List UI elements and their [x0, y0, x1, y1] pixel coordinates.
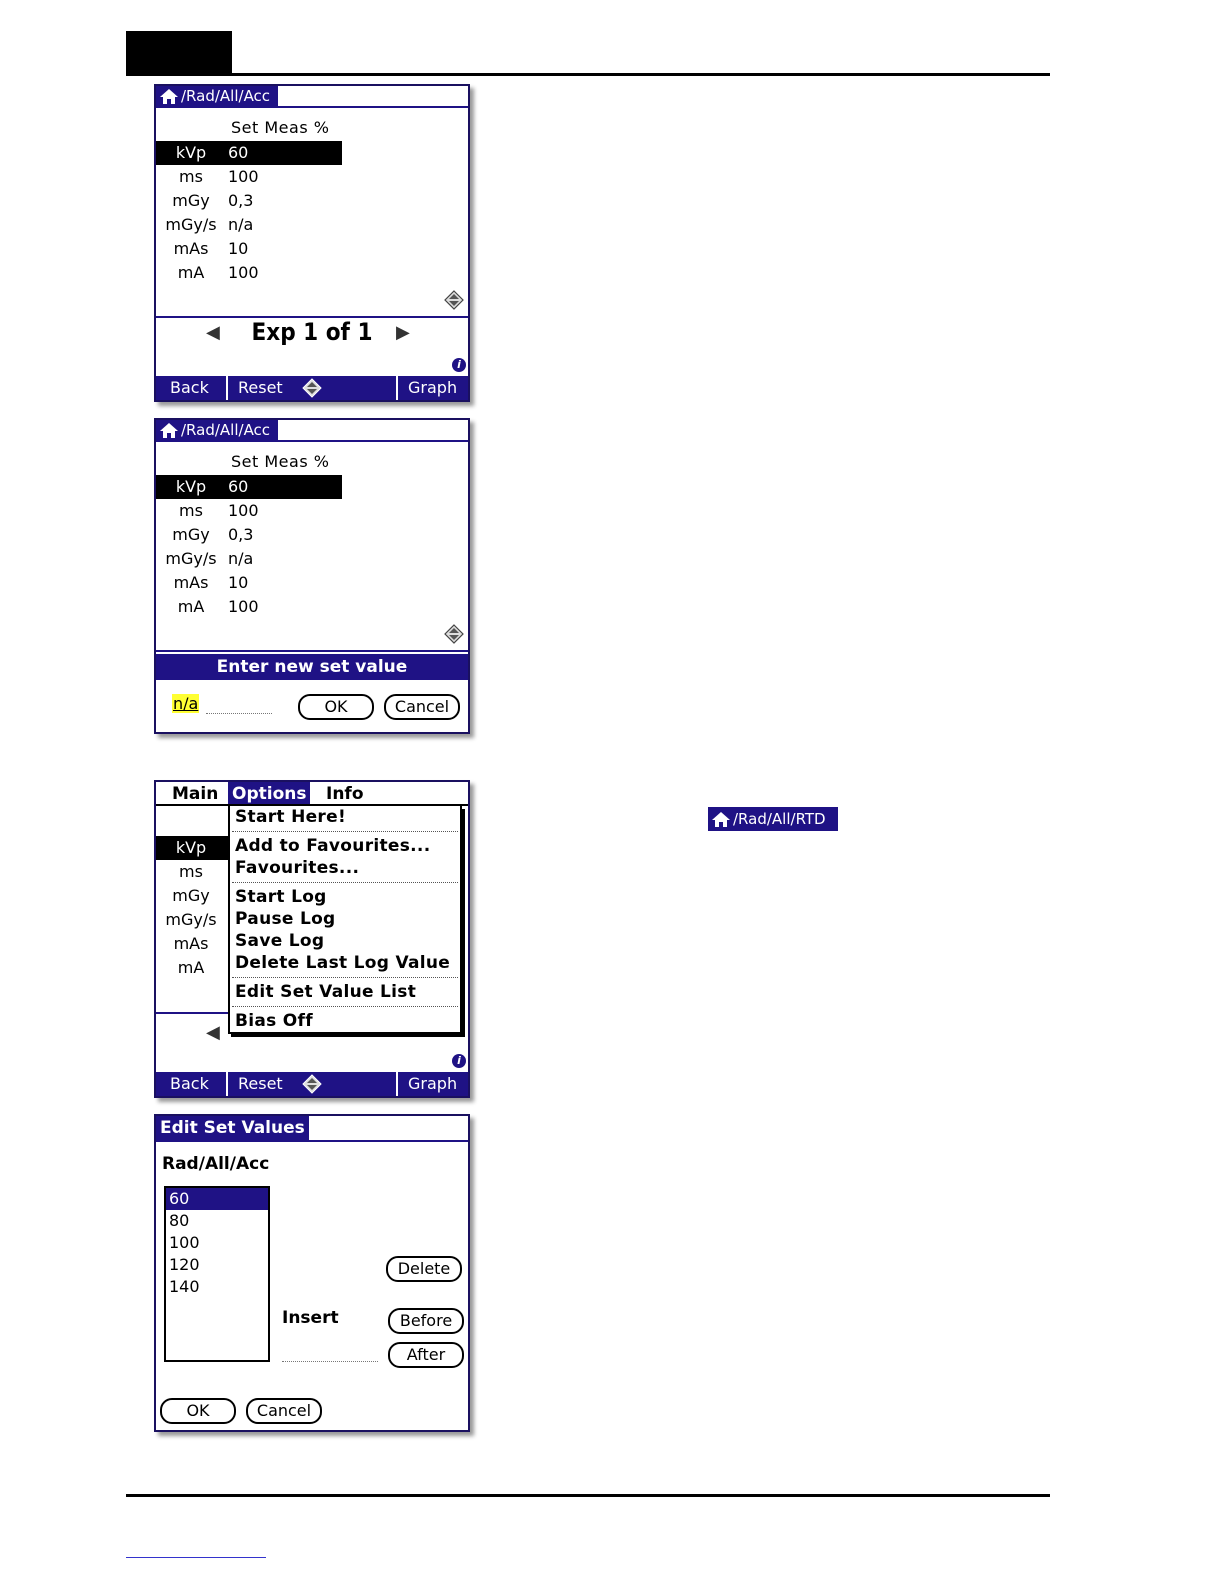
table-row[interactable]: ms	[179, 862, 203, 881]
column-percent: %	[313, 118, 330, 137]
scroll-arrows-icon[interactable]	[302, 1074, 322, 1094]
table-row[interactable]: kVp 60	[156, 141, 342, 165]
previous-exposure-icon[interactable]: ◀	[206, 1022, 220, 1043]
list-item[interactable]: 80	[169, 1211, 190, 1230]
input-underline	[206, 712, 272, 714]
menu-options[interactable]: Options	[228, 782, 310, 806]
insert-after-button[interactable]: After	[388, 1342, 464, 1368]
dialog-title: Edit Set Values	[156, 1116, 309, 1140]
screen-options-menu	[154, 780, 470, 1098]
header-rule	[126, 73, 1050, 76]
path-text: /Rad/All/Acc	[181, 87, 271, 105]
next-exposure-icon[interactable]: ▶	[396, 322, 410, 343]
graph-button[interactable]: Graph	[408, 1074, 458, 1093]
parameter-table	[156, 836, 228, 980]
column-meas: Meas	[264, 452, 309, 471]
ok-button[interactable]: OK	[160, 1398, 236, 1424]
menu-item-save-log[interactable]: Save Log	[235, 931, 325, 951]
bottom-toolbar	[156, 1072, 468, 1096]
path-tab[interactable]	[156, 86, 278, 106]
exposure-counter: Exp 1 of 1	[251, 318, 373, 346]
set-values-list[interactable]	[164, 1186, 270, 1362]
scroll-arrows-icon[interactable]	[444, 290, 464, 310]
menu-item-edit-set-value-list[interactable]: Edit Set Value List	[235, 982, 417, 1002]
insert-value-input[interactable]	[282, 1360, 378, 1362]
path-text: /Rad/All/Acc	[181, 421, 271, 439]
cancel-button[interactable]: Cancel	[384, 694, 460, 720]
title-bar	[156, 86, 468, 108]
table-row[interactable]: kVp	[156, 836, 228, 860]
insert-before-button[interactable]: Before	[388, 1308, 464, 1334]
column-percent: %	[313, 452, 330, 471]
screen-enter-set-value	[154, 418, 470, 734]
menu-info[interactable]: Info	[326, 784, 364, 804]
menu-bar	[156, 782, 468, 806]
table-row[interactable]: kVp 60	[156, 475, 342, 499]
insert-label: Insert	[282, 1308, 339, 1328]
table-row[interactable]: mGy/s	[165, 910, 217, 929]
previous-exposure-icon[interactable]: ◀	[206, 322, 220, 343]
back-button[interactable]: Back	[170, 1074, 209, 1093]
path-tab[interactable]	[156, 420, 278, 440]
parameter-table	[156, 141, 342, 285]
info-icon[interactable]: i	[452, 358, 466, 372]
menu-item-start-log[interactable]: Start Log	[235, 887, 327, 907]
screen-edit-set-values	[154, 1114, 470, 1432]
menu-main[interactable]: Main	[172, 784, 219, 804]
menu-item-pause-log[interactable]: Pause Log	[235, 909, 336, 929]
table-row[interactable]: mGy 0,3	[172, 525, 254, 544]
menu-item-add-to-favourites[interactable]: Add to Favourites...	[235, 836, 431, 856]
table-row[interactable]: mA 100	[177, 597, 259, 616]
table-row[interactable]: mGy	[172, 886, 210, 905]
reset-button[interactable]: Reset	[238, 378, 283, 397]
ok-button[interactable]: OK	[298, 694, 374, 720]
scroll-arrows-icon[interactable]	[302, 378, 322, 398]
table-row[interactable]: mGy 0,3	[172, 191, 254, 210]
column-meas: Meas	[264, 118, 309, 137]
subtitle: Rad/All/Acc	[162, 1154, 270, 1174]
options-dropdown	[228, 806, 462, 1034]
table-row[interactable]: mAs	[173, 934, 209, 953]
scroll-arrows-icon[interactable]	[444, 624, 464, 644]
list-item[interactable]: 120	[169, 1255, 200, 1274]
menu-item-start-here[interactable]: Start Here!	[235, 807, 346, 827]
reset-button[interactable]: Reset	[238, 1074, 283, 1093]
info-icon[interactable]: i	[452, 1054, 466, 1068]
home-icon	[159, 88, 179, 105]
parameter-table	[156, 475, 342, 619]
menu-item-bias-off[interactable]: Bias Off	[235, 1011, 313, 1031]
rtd-path-text: /Rad/All/RTD	[733, 810, 826, 828]
table-row[interactable]: mAs 10	[173, 573, 249, 592]
table-row[interactable]: ms 100	[179, 167, 259, 186]
table-row[interactable]: mAs 10	[173, 239, 249, 258]
bottom-toolbar	[156, 376, 468, 400]
title-bar	[156, 420, 468, 442]
footer-rule	[126, 1494, 1050, 1497]
dialog-title: Enter new set value	[156, 654, 468, 680]
header-black-tab	[126, 31, 232, 75]
column-headers	[231, 452, 329, 471]
menu-item-favourites[interactable]: Favourites...	[235, 858, 360, 878]
home-icon	[159, 422, 179, 439]
table-row[interactable]: mGy/s n/a	[165, 215, 254, 234]
table-row[interactable]: mGy/s n/a	[165, 549, 254, 568]
list-item[interactable]: 140	[169, 1277, 200, 1296]
column-set: Set	[231, 452, 259, 471]
graph-button[interactable]: Graph	[408, 378, 458, 397]
set-value-input[interactable]: n/a	[173, 694, 199, 713]
screen-measurement-view	[154, 84, 470, 402]
cancel-button[interactable]: Cancel	[246, 1398, 322, 1424]
table-row[interactable]: mA	[177, 958, 205, 977]
back-button[interactable]: Back	[170, 378, 209, 397]
footer-link-line	[126, 1557, 266, 1558]
list-item[interactable]: 100	[169, 1233, 200, 1252]
menu-item-delete-last-log-value[interactable]: Delete Last Log Value	[235, 953, 451, 973]
home-icon	[711, 811, 731, 828]
rtd-path-badge	[708, 807, 838, 831]
list-item[interactable]: 60	[166, 1188, 268, 1210]
column-set: Set	[231, 118, 259, 137]
table-row[interactable]: ms 100	[179, 501, 259, 520]
table-row[interactable]: mA 100	[177, 263, 259, 282]
column-headers	[231, 118, 329, 137]
delete-button[interactable]: Delete	[386, 1256, 462, 1282]
